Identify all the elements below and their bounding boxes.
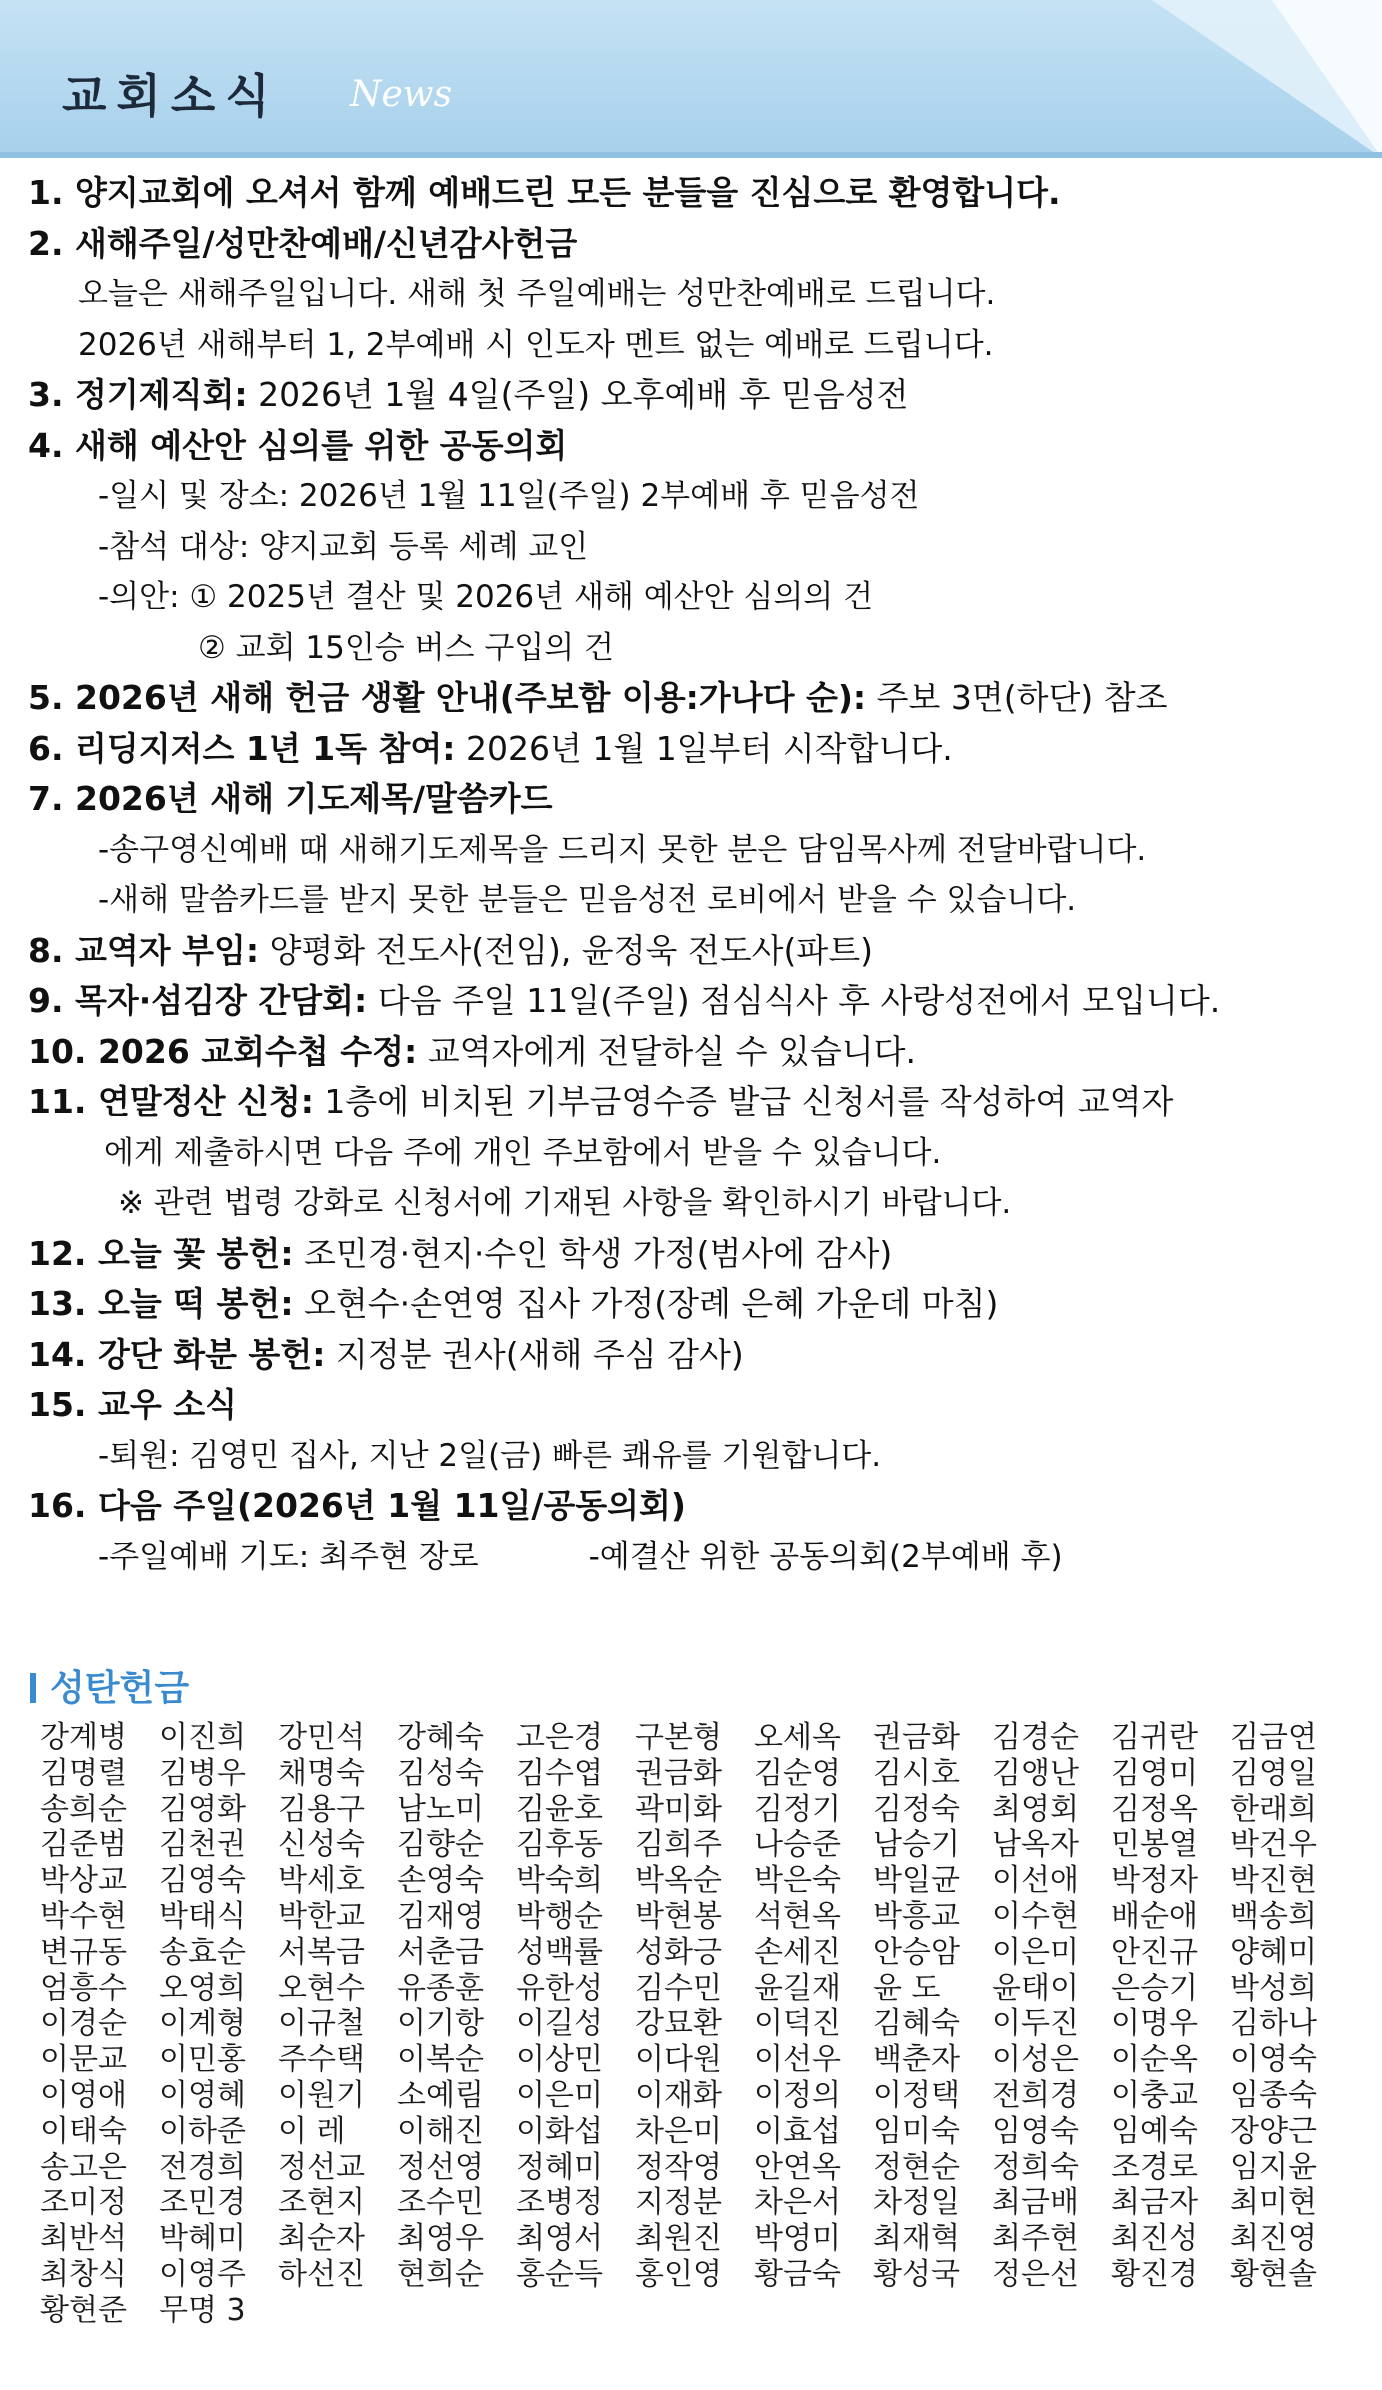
donor-name: 이복순 [397, 2042, 484, 2078]
donor-name: 임예숙 [1111, 2113, 1198, 2149]
news-line [28, 875, 1358, 926]
donor-name: 황현솔 [1230, 2256, 1317, 2292]
donor-name: 최순자 [278, 2221, 365, 2257]
news-text: 양평화 전도사(전임), 윤정욱 전도사(파트) [259, 930, 874, 970]
donor-name: 이하준 [159, 2113, 246, 2149]
news-detail: -일시 및 장소: 2026년 1월 11일(주일) 2부예배 후 믿음성전 [98, 478, 920, 514]
donor-name: 이성은 [992, 2042, 1079, 2078]
donor-name: 조현지 [278, 2185, 365, 2221]
news-label: 12. 오늘 꽃 봉헌: [28, 1233, 294, 1273]
news-heading: 4. 새해 예산안 심의를 위한 공동의회 [28, 425, 568, 465]
donor-name: 황금숙 [754, 2256, 841, 2292]
donor-name: 박흥교 [873, 1898, 960, 1934]
donor-name: 손세진 [754, 1934, 841, 1970]
donor-name: 윤태이 [992, 1970, 1079, 2006]
donor-name: 남노미 [397, 1791, 484, 1827]
donor-name: 김정기 [754, 1791, 841, 1827]
offering-title-text: 성탄헌금 [50, 1668, 190, 1709]
donor-name: 고은경 [516, 1720, 603, 1755]
news-line [28, 1077, 1358, 1128]
donor-name: 최주현 [992, 2221, 1079, 2257]
donor-name: 강묘환 [635, 2006, 722, 2042]
donor-name: 성백률 [516, 1934, 603, 1970]
donor-name: 이영주 [159, 2256, 246, 2292]
donor-name: 정선교 [278, 2149, 365, 2185]
donor-name: 박행순 [516, 1898, 603, 1934]
news-line [28, 320, 1358, 371]
donor-name: 김성숙 [397, 1755, 484, 1791]
donor-name: 오영희 [159, 1970, 246, 2006]
donor-name: 정혜미 [516, 2149, 603, 2185]
donor-name: 박혜미 [159, 2221, 246, 2257]
news-line [28, 522, 1358, 573]
news-heading: 16. 다음 주일(2026년 1월 11일/공동의회) [28, 1486, 687, 1525]
news-heading: 1. 양지교회에 오셔서 함께 예배드린 모든 분들을 진심으로 환영합니다. [28, 173, 1061, 212]
donor-name: 최반석 [40, 2221, 127, 2257]
donor-name: 박세호 [278, 1863, 365, 1899]
donor-name: 박현봉 [635, 1898, 722, 1934]
news-line [28, 1027, 1358, 1078]
news-line [28, 1330, 1358, 1381]
donor-name: 최진성 [1111, 2221, 1198, 2257]
donor-name: 박한교 [278, 1898, 365, 1934]
donor-name: 김윤호 [516, 1791, 603, 1827]
news-detail: ※ 관련 법령 강화로 신청서에 기재된 사항을 확인하시기 바랍니다. [118, 1185, 1012, 1221]
news-line [28, 269, 1358, 320]
header-banner [0, 0, 1382, 158]
donor-name: 김시호 [873, 1755, 960, 1791]
donor-name: 임미숙 [873, 2113, 960, 2149]
donor-name: 정작영 [635, 2149, 722, 2185]
donor-name: 이영숙 [1230, 2042, 1317, 2078]
donor-name: 이수현 [992, 1898, 1079, 1934]
donor-name: 김정숙 [873, 1791, 960, 1827]
donor-name: 이두진 [992, 2006, 1079, 2042]
news-detail: -의안: ① 2025년 결산 및 2026년 새해 예산안 심의의 건 [98, 579, 874, 615]
donor-name: 전희경 [992, 2077, 1079, 2113]
donor-name: 임지윤 [1230, 2149, 1317, 2185]
donor-name: 강계병 [40, 1720, 127, 1755]
news-text: 지정분 권사(새해 주심 감사) [325, 1334, 744, 1374]
donor-name: 오세옥 [754, 1720, 841, 1755]
donor-name: 남승기 [873, 1827, 960, 1863]
news-line [28, 471, 1358, 522]
donor-name: 이충교 [1111, 2077, 1198, 2113]
donor-name: 임영숙 [992, 2113, 1079, 2149]
news-line [28, 1431, 1358, 1482]
news-detail: ② 교회 15인승 버스 구입의 건 [198, 629, 614, 666]
news-line [28, 623, 1358, 674]
donor-name: 무명 3 [159, 2292, 246, 2328]
donor-name: 정은선 [992, 2256, 1079, 2292]
news-detail: 2026년 새해부터 1, 2부예배 시 인도자 멘트 없는 예배로 드립니다. [78, 326, 994, 363]
donor-name: 서춘금 [397, 1934, 484, 1970]
donor-name: 박진현 [1230, 1863, 1317, 1899]
donor-name: 이재화 [635, 2077, 722, 2113]
donor-name: 최진영 [1230, 2221, 1317, 2257]
donor-name: 조미정 [40, 2185, 127, 2221]
donor-name: 채명숙 [278, 1755, 365, 1791]
donor-name: 이진희 [159, 1720, 246, 1755]
donor-name: 이순옥 [1111, 2042, 1198, 2078]
donor-name: 황현준 [40, 2292, 127, 2328]
donor-name: 민봉열 [1111, 1827, 1198, 1863]
donor-name: 박일균 [873, 1863, 960, 1899]
donor-name: 안진규 [1111, 1934, 1198, 1970]
news-label: 11. 연말정산 신청: [28, 1082, 314, 1121]
news-line [28, 926, 1358, 977]
donor-name: 나승준 [754, 1827, 841, 1863]
donor-name: 차은서 [754, 2185, 841, 2221]
news-heading: 2. 새해주일/성만찬예배/신년감사헌금 [28, 223, 578, 263]
news-detail: 오늘은 새해주일입니다. 새해 첫 주일예배는 성만찬예배로 드립니다. [78, 276, 996, 312]
donor-name: 신성숙 [278, 1827, 365, 1863]
donor-name: 이민홍 [159, 2042, 246, 2078]
offering-names [40, 1720, 1360, 2329]
donor-name: 송희순 [40, 1791, 127, 1827]
news-label: 14. 강단 화분 봉헌: [28, 1334, 326, 1374]
donor-name: 권금화 [635, 1755, 722, 1791]
donor-name: 이태숙 [40, 2113, 127, 2149]
donor-name: 김영숙 [159, 1863, 246, 1899]
donor-name: 이원기 [278, 2077, 365, 2113]
news-line [28, 1532, 1358, 1583]
donor-name: 김천권 [159, 1827, 246, 1863]
news-line [28, 421, 1358, 472]
donor-name: 김병우 [159, 1755, 246, 1791]
donor-name: 김순영 [754, 1755, 841, 1791]
donor-name: 김용구 [278, 1791, 365, 1827]
donor-name: 박태식 [159, 1898, 246, 1934]
donor-name: 구본형 [635, 1720, 722, 1755]
donor-name: 송효순 [159, 1934, 246, 1970]
donor-name: 배순애 [1111, 1898, 1198, 1934]
donor-name: 안연옥 [754, 2149, 841, 2185]
donor-name: 이화섭 [516, 2113, 603, 2149]
donor-name: 김앵난 [992, 1755, 1079, 1791]
page-title: 교회소식 [62, 69, 280, 123]
news-line [28, 1279, 1358, 1330]
donor-name: 현희순 [397, 2256, 484, 2292]
header-bottom-bar [0, 152, 1382, 158]
donor-name: 이길성 [516, 2006, 603, 2042]
donor-name: 성화긍 [635, 1934, 722, 1970]
donor-name: 이효섭 [754, 2113, 841, 2149]
news-line [28, 572, 1358, 623]
donor-name: 김금연 [1230, 1720, 1317, 1755]
donor-name: 김정옥 [1111, 1791, 1198, 1827]
donor-name: 김수민 [635, 1970, 722, 2006]
donor-name: 김준범 [40, 1827, 127, 1863]
donor-name: 이정택 [873, 2077, 960, 2113]
donor-name: 서복금 [278, 1934, 365, 1970]
donor-name: 김희주 [635, 1827, 722, 1863]
donor-name: 박정자 [1111, 1863, 1198, 1899]
donor-name: 한래희 [1230, 1791, 1317, 1827]
donor-name: 박숙희 [516, 1863, 603, 1899]
donor-name: 강혜숙 [397, 1720, 484, 1755]
donor-name: 최영서 [516, 2221, 603, 2257]
donor-name: 손영숙 [397, 1863, 484, 1899]
donor-name: 박건우 [1230, 1827, 1317, 1863]
donor-name: 백춘자 [873, 2042, 960, 2078]
donor-name: 조경로 [1111, 2149, 1198, 2185]
donor-name: 안승암 [873, 1934, 960, 1970]
donor-name: 박상교 [40, 1863, 127, 1899]
donor-name: 백송희 [1230, 1898, 1317, 1934]
news-label: 3. 정기제직회: [28, 375, 248, 414]
news-line [28, 976, 1358, 1027]
donor-name: 석현옥 [754, 1898, 841, 1934]
news-text: 1층에 비치된 기부금영수증 발급 신청서를 작성하여 교역자 [313, 1082, 1174, 1121]
donor-name: 김경순 [992, 1720, 1079, 1755]
donor-name: 박성희 [1230, 1970, 1317, 2006]
donor-name: 곽미화 [635, 1791, 722, 1827]
donor-name: 이계형 [159, 2006, 246, 2042]
news-heading: 7. 2026년 새해 기도제목/말씀카드 [28, 779, 553, 818]
donor-name: 최금자 [1111, 2185, 1198, 2221]
donor-name: 이영애 [40, 2077, 127, 2113]
donor-name: 박옥순 [635, 1863, 722, 1899]
donor-name: 양혜미 [1230, 1934, 1317, 1970]
donor-name: 김영미 [1111, 1755, 1198, 1791]
donor-name: 박은숙 [754, 1863, 841, 1899]
donor-name: 전경희 [159, 2149, 246, 2185]
donor-name: 이덕진 [754, 2006, 841, 2042]
donor-name: 지정분 [635, 2185, 722, 2221]
donor-name: 김귀란 [1111, 1720, 1198, 1755]
donor-name: 최원진 [635, 2221, 722, 2257]
donor-name: 최창식 [40, 2256, 127, 2292]
donor-name: 박영미 [754, 2221, 841, 2257]
donor-name: 박수현 [40, 1898, 127, 1934]
news-text: 조민경·현지·수인 학생 가정(범사에 감사) [293, 1233, 893, 1273]
donor-name: 조민경 [159, 2185, 246, 2221]
donor-name: 최미현 [1230, 2185, 1317, 2221]
donor-name: 조수민 [397, 2185, 484, 2221]
donor-name: 소예림 [397, 2077, 484, 2113]
donor-name: 김수엽 [516, 1755, 603, 1791]
donor-name: 홍인영 [635, 2256, 722, 2292]
donor-name: 장양근 [1230, 2113, 1317, 2149]
donor-name: 정희숙 [992, 2149, 1079, 2185]
news-line [28, 1380, 1358, 1431]
donor-name: 홍순득 [516, 2256, 603, 2292]
donor-name: 이선우 [754, 2042, 841, 2078]
donor-name: 오현수 [278, 1970, 365, 2006]
donor-name: 황진경 [1111, 2256, 1198, 2292]
donor-name: 하선진 [278, 2256, 365, 2292]
news-line [28, 1128, 1358, 1179]
news-detail: -참석 대상: 양지교회 등록 세례 교인 [98, 528, 589, 565]
donor-name: 유한성 [516, 1970, 603, 2006]
donor-name: 엄흥수 [40, 1970, 127, 2006]
donor-name: 변규동 [40, 1934, 127, 1970]
news-line [28, 370, 1358, 421]
page-subtitle: News [350, 74, 453, 115]
donor-name: 최재혁 [873, 2221, 960, 2257]
donor-name: 송고은 [40, 2149, 127, 2185]
donor-name: 조병정 [516, 2185, 603, 2221]
news-text: 2026년 1월 4일(주일) 오후예배 후 믿음성전 [247, 375, 909, 414]
news-line [28, 724, 1358, 775]
donor-name: 김재영 [397, 1898, 484, 1934]
news-line [28, 1229, 1358, 1280]
donor-name: 차정일 [873, 2185, 960, 2221]
news-label: 10. 2026 교회수첩 수정: [28, 1031, 418, 1071]
donor-name: 이 레 [278, 2113, 346, 2149]
donor-name: 이기항 [397, 2006, 484, 2042]
donor-name: 주수택 [278, 2042, 365, 2078]
news-text: 주보 3면(하단) 참조 [866, 678, 1168, 717]
donor-name: 이해진 [397, 2113, 484, 2149]
news-line [28, 673, 1358, 724]
news-detail: 에게 제출하시면 다음 주에 개인 주보함에서 받을 수 있습니다. [104, 1134, 942, 1171]
donor-name: 권금화 [873, 1720, 960, 1755]
news-detail: -새해 말씀카드를 받지 못한 분들은 믿음성전 로비에서 받을 수 있습니다. [98, 882, 1077, 918]
donor-name: 차은미 [635, 2113, 722, 2149]
donor-name: 정선영 [397, 2149, 484, 2185]
donor-name: 김영일 [1230, 1755, 1317, 1791]
donor-name: 최영회 [992, 1791, 1079, 1827]
donor-name: 정현순 [873, 2149, 960, 2185]
donor-name: 김하나 [1230, 2006, 1317, 2042]
donor-name: 윤 도 [873, 1970, 941, 2006]
news-text: 오현수·손연영 집사 가정(장례 은혜 가운데 마침) [293, 1284, 999, 1323]
donor-name: 김영화 [159, 1791, 246, 1827]
donor-name: 윤길재 [754, 1970, 841, 2006]
donor-name: 강민석 [278, 1720, 365, 1755]
donor-name: 은승기 [1111, 1970, 1198, 2006]
donor-name: 남옥자 [992, 1827, 1079, 1863]
news-text-right: -예결산 위한 공동의회(2부예배 후) [588, 1538, 1063, 1575]
donor-name: 김향순 [397, 1827, 484, 1863]
news-text: 다음 주일 11일(주일) 점심식사 후 사랑성전에서 모입니다. [367, 981, 1221, 1020]
donor-name: 이규철 [278, 2006, 365, 2042]
news-text: 2026년 1월 1일부터 시작합니다. [455, 728, 953, 768]
offering-section-title [30, 1660, 189, 1711]
news-label: 5. 2026년 새해 헌금 생활 안내(주보함 이용:가나다 순): [28, 678, 867, 717]
donor-name: 김후동 [516, 1827, 603, 1863]
donor-name: 황성국 [873, 2256, 960, 2292]
news-label: 9. 목자·섬김장 간담회: [28, 981, 368, 1020]
donor-name: 김명렬 [40, 1755, 127, 1791]
news-list [28, 168, 1358, 1582]
news-label: 6. 리딩지저스 1년 1독 참여: [28, 728, 456, 768]
news-line [28, 219, 1358, 270]
donor-name: 이선애 [992, 1863, 1079, 1899]
donor-name: 이상민 [516, 2042, 603, 2078]
section-marker [30, 1673, 36, 1703]
news-line [28, 1178, 1358, 1229]
donor-name: 최금배 [992, 2185, 1079, 2221]
header-decoration-light [1272, 0, 1382, 158]
news-line [28, 825, 1358, 876]
news-line [28, 1481, 1358, 1532]
donor-name: 이영혜 [159, 2077, 246, 2113]
news-heading: 15. 교우 소식 [28, 1385, 237, 1424]
news-label: 8. 교역자 부임: [28, 930, 260, 970]
news-text: -주일예배 기도: 최주현 장로 [98, 1538, 479, 1575]
donor-name: 김혜숙 [873, 2006, 960, 2042]
news-detail: -퇴원: 김영민 집사, 지난 2일(금) 빠른 쾌유를 기원합니다. [98, 1437, 882, 1474]
news-label: 13. 오늘 떡 봉헌: [28, 1284, 294, 1323]
donor-name: 이은미 [516, 2077, 603, 2113]
donor-name: 이은미 [992, 1934, 1079, 1970]
news-line [28, 774, 1358, 825]
donor-name: 이다원 [635, 2042, 722, 2078]
donor-name: 임종숙 [1230, 2077, 1317, 2113]
donor-name: 이경순 [40, 2006, 127, 2042]
donor-name: 유종훈 [397, 1970, 484, 2006]
news-detail: -송구영신예배 때 새해기도제목을 드리지 못한 분은 담임목사께 전달바랍니다. [98, 831, 1147, 868]
donor-name: 이문교 [40, 2042, 127, 2078]
donor-name: 최영우 [397, 2221, 484, 2257]
news-text: 교역자에게 전달하실 수 있습니다. [417, 1031, 916, 1071]
donor-name: 이정의 [754, 2077, 841, 2113]
news-line [28, 168, 1358, 219]
donor-name: 이명우 [1111, 2006, 1198, 2042]
